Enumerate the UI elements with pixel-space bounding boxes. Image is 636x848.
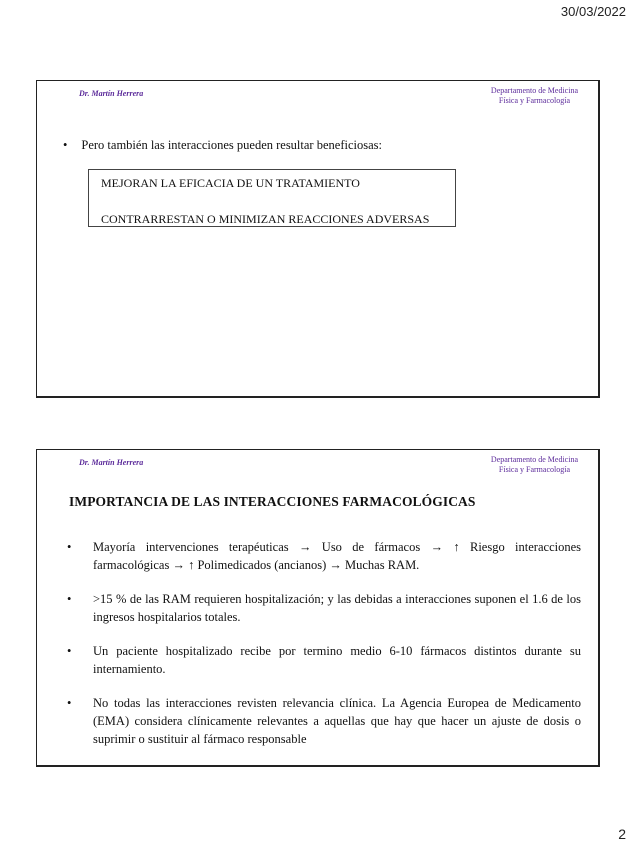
- list-item-text: Mayoría intervenciones terapéuticas → Uso de fármacos → ↑ Riesgo interacciones farmacológicas → ↑ Polimedicados (ancianos) → Muchas RAM.: [93, 540, 581, 572]
- slide-title: IMPORTANCIA DE LAS INTERACCIONES FARMACOLÓGICAS: [69, 494, 476, 509]
- department-line-1: Departamento de Medicina: [490, 86, 578, 95]
- department-line-2: Física y Farmacología: [498, 465, 570, 474]
- list-item: [67, 694, 581, 748]
- list-item-text: Un paciente hospitalizado recibe por termino medio 6-10 fármacos distintos durante su internamiento.: [93, 644, 581, 676]
- bullet-dot-icon: •: [63, 138, 68, 152]
- department-header: [491, 86, 578, 106]
- page-number: 2: [618, 826, 626, 842]
- department-header: [491, 455, 578, 475]
- list-item: [67, 538, 581, 574]
- bullet-dot-icon: •: [67, 696, 72, 710]
- benefit-line-1: MEJORAN LA EFICACIA DE UN TRATAMIENTO: [101, 176, 360, 190]
- department-line-2: Física y Farmacología: [498, 96, 570, 105]
- benefit-line-2: CONTRARRESTAN O MINIMIZAN REACCIONES ADVERSAS: [101, 212, 430, 226]
- slide-2: [36, 449, 600, 767]
- bullet-dot-icon: •: [67, 644, 72, 658]
- benefits-box: [88, 169, 456, 227]
- department-line-1: Departamento de Medicina: [490, 455, 578, 464]
- page-date: 30/03/2022: [560, 4, 626, 19]
- bullet-list: [67, 538, 581, 748]
- author-name: Dr. Martín Herrera: [79, 458, 144, 467]
- list-item: [67, 642, 581, 678]
- bullet-dot-icon: •: [67, 592, 72, 606]
- slide-1: [36, 80, 600, 398]
- list-item-text: No todas las interacciones revisten relevancia clínica. La Agencia Europea de Medicamento (EMA) considera clínicamente relevantes a aquellas que hay que hacer un ajuste de dosis o suprimir o sustituir al fármaco responsable: [93, 696, 581, 746]
- bullet-dot-icon: •: [67, 540, 72, 554]
- list-item: [67, 590, 581, 626]
- author-name: Dr. Martín Herrera: [79, 89, 144, 98]
- bullet-item: [63, 138, 382, 153]
- bullet-text: Pero también las interacciones pueden resultar beneficiosas:: [81, 138, 382, 152]
- list-item-text: >15 % de las RAM requieren hospitalización; y las debidas a interacciones suponen el 1.6 de los ingresos hospitalarios totales.: [93, 592, 581, 624]
